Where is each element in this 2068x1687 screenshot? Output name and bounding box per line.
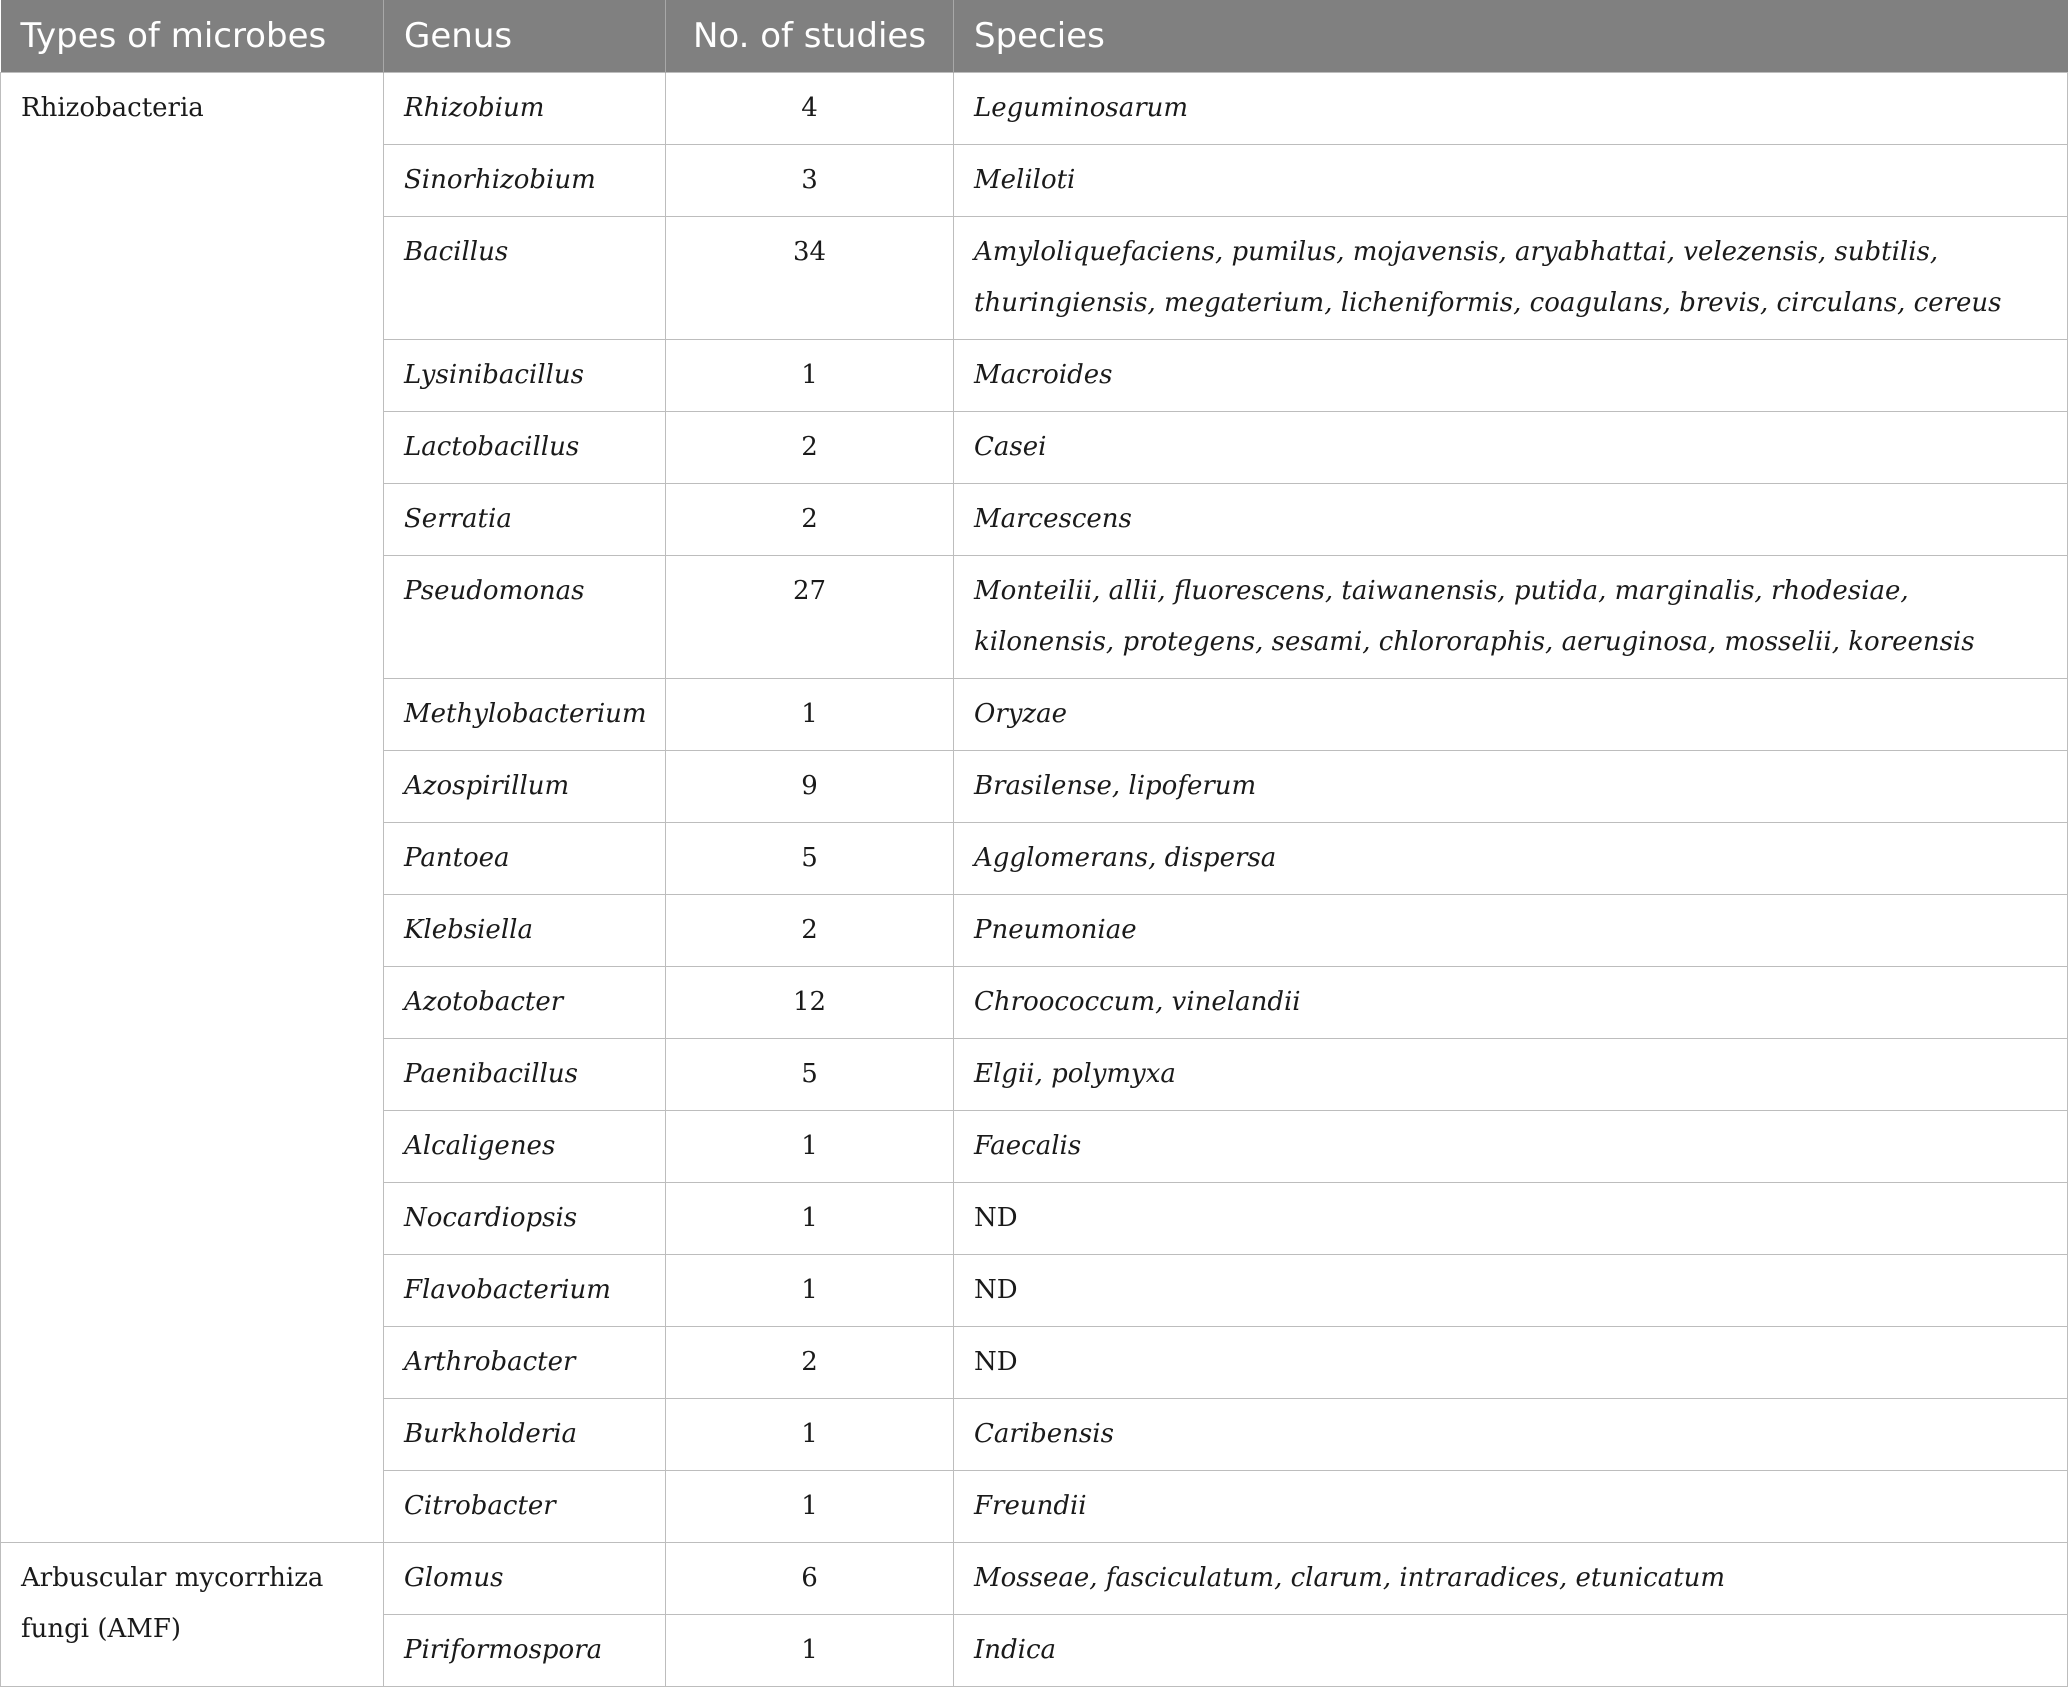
cell-species: ND bbox=[954, 1254, 2068, 1326]
table-body bbox=[1, 72, 2068, 1686]
cell-no-of-studies: 6 bbox=[666, 1542, 954, 1614]
cell-genus: Azotobacter bbox=[384, 966, 666, 1038]
cell-no-of-studies: 5 bbox=[666, 1038, 954, 1110]
cell-species: Brasilense, lipoferum bbox=[954, 750, 2068, 822]
cell-no-of-studies: 1 bbox=[666, 1182, 954, 1254]
cell-species: Indica bbox=[954, 1614, 2068, 1686]
cell-genus: Paenibacillus bbox=[384, 1038, 666, 1110]
cell-species: Amyloliquefaciens, pumilus, mojavensis, aryabhattai, velezensis, subtilis, thuringiensis, megaterium, licheniformis, coagulans, brevis, circulans, cereus bbox=[954, 216, 2068, 339]
cell-no-of-studies: 1 bbox=[666, 1470, 954, 1542]
cell-species: ND bbox=[954, 1326, 2068, 1398]
cell-genus: Lactobacillus bbox=[384, 411, 666, 483]
cell-microbe-type: Rhizobacteria bbox=[1, 72, 384, 1542]
cell-species: Meliloti bbox=[954, 144, 2068, 216]
cell-no-of-studies: 2 bbox=[666, 1326, 954, 1398]
cell-genus: Azospirillum bbox=[384, 750, 666, 822]
cell-no-of-studies: 34 bbox=[666, 216, 954, 339]
header-types-of-microbes: Types of microbes bbox=[1, 0, 384, 72]
cell-species: Oryzae bbox=[954, 678, 2068, 750]
cell-no-of-studies: 9 bbox=[666, 750, 954, 822]
cell-no-of-studies: 1 bbox=[666, 1110, 954, 1182]
header-no-of-studies: No. of studies bbox=[666, 0, 954, 72]
cell-microbe-type: Arbuscular mycorrhiza fungi (AMF) bbox=[1, 1542, 384, 1686]
cell-no-of-studies: 12 bbox=[666, 966, 954, 1038]
cell-species: Macroides bbox=[954, 339, 2068, 411]
cell-genus: Flavobacterium bbox=[384, 1254, 666, 1326]
cell-species: Elgii, polymyxa bbox=[954, 1038, 2068, 1110]
cell-genus: Serratia bbox=[384, 483, 666, 555]
cell-genus: Methylobacterium bbox=[384, 678, 666, 750]
cell-genus: Pantoea bbox=[384, 822, 666, 894]
cell-species: Monteilii, allii, fluorescens, taiwanensis, putida, marginalis, rhodesiae, kilonensis, protegens, sesami, chlororaphis, aeruginosa, mosselii, koreensis bbox=[954, 555, 2068, 678]
cell-genus: Rhizobium bbox=[384, 72, 666, 144]
cell-genus: Pseudomonas bbox=[384, 555, 666, 678]
cell-genus: Burkholderia bbox=[384, 1398, 666, 1470]
cell-genus: Sinorhizobium bbox=[384, 144, 666, 216]
table-row bbox=[1, 1542, 2068, 1614]
cell-no-of-studies: 1 bbox=[666, 678, 954, 750]
cell-genus: Glomus bbox=[384, 1542, 666, 1614]
cell-species: ND bbox=[954, 1182, 2068, 1254]
cell-no-of-studies: 4 bbox=[666, 72, 954, 144]
cell-no-of-studies: 1 bbox=[666, 339, 954, 411]
cell-no-of-studies: 5 bbox=[666, 822, 954, 894]
cell-no-of-studies: 2 bbox=[666, 894, 954, 966]
cell-species: Caribensis bbox=[954, 1398, 2068, 1470]
cell-species: Casei bbox=[954, 411, 2068, 483]
cell-genus: Lysinibacillus bbox=[384, 339, 666, 411]
cell-species: Marcescens bbox=[954, 483, 2068, 555]
cell-no-of-studies: 2 bbox=[666, 411, 954, 483]
cell-genus: Nocardiopsis bbox=[384, 1182, 666, 1254]
cell-species: Faecalis bbox=[954, 1110, 2068, 1182]
cell-genus: Arthrobacter bbox=[384, 1326, 666, 1398]
header-species: Species bbox=[954, 0, 2068, 72]
table-row bbox=[1, 72, 2068, 144]
cell-genus: Klebsiella bbox=[384, 894, 666, 966]
cell-species: Freundii bbox=[954, 1470, 2068, 1542]
cell-genus: Bacillus bbox=[384, 216, 666, 339]
cell-no-of-studies: 3 bbox=[666, 144, 954, 216]
cell-species: Pneumoniae bbox=[954, 894, 2068, 966]
cell-no-of-studies: 1 bbox=[666, 1254, 954, 1326]
cell-no-of-studies: 1 bbox=[666, 1614, 954, 1686]
cell-no-of-studies: 27 bbox=[666, 555, 954, 678]
cell-genus: Alcaligenes bbox=[384, 1110, 666, 1182]
cell-species: Leguminosarum bbox=[954, 72, 2068, 144]
table-header bbox=[1, 0, 2068, 72]
header-genus: Genus bbox=[384, 0, 666, 72]
cell-genus: Piriformospora bbox=[384, 1614, 666, 1686]
cell-species: Agglomerans, dispersa bbox=[954, 822, 2068, 894]
cell-species: Chroococcum, vinelandii bbox=[954, 966, 2068, 1038]
cell-no-of-studies: 2 bbox=[666, 483, 954, 555]
header-row bbox=[1, 0, 2068, 72]
cell-genus: Citrobacter bbox=[384, 1470, 666, 1542]
cell-species: Mosseae, fasciculatum, clarum, intraradices, etunicatum bbox=[954, 1542, 2068, 1614]
cell-no-of-studies: 1 bbox=[666, 1398, 954, 1470]
